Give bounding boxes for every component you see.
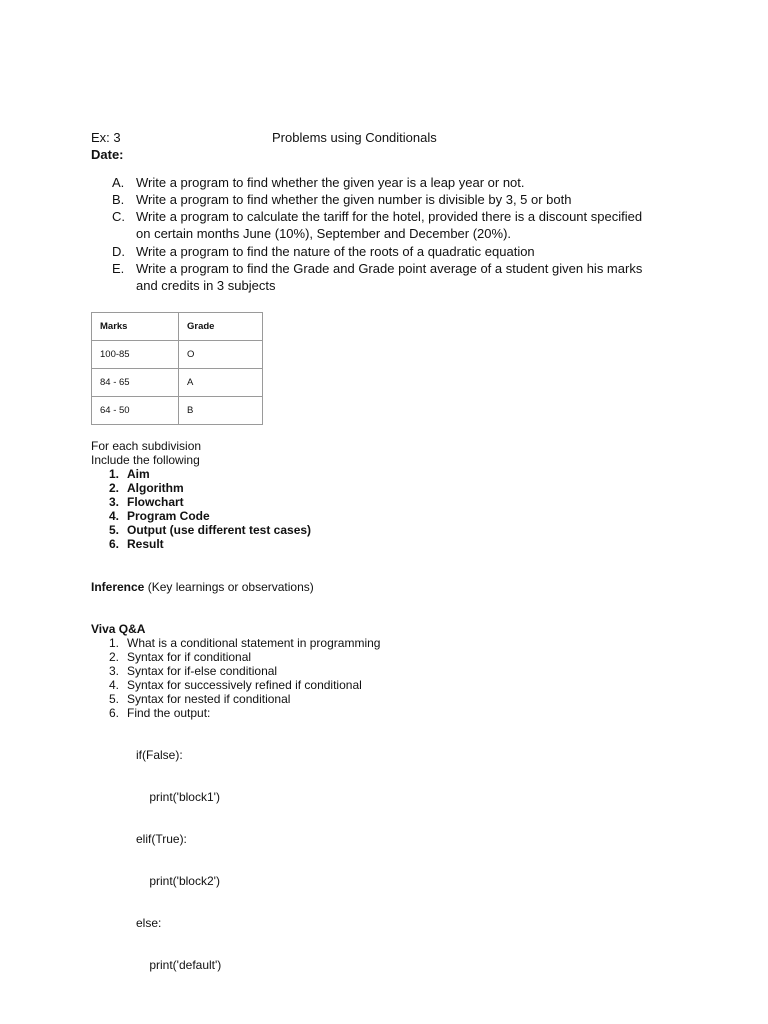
- problem-label: B.: [112, 192, 125, 207]
- list-item: 4. Program Code: [108, 509, 210, 523]
- problem-label: A.: [112, 175, 125, 190]
- list-item: 3. Syntax for if-else conditional: [108, 664, 278, 678]
- viva-heading: Viva Q&A: [91, 622, 146, 636]
- table-header-marks: Marks: [92, 313, 179, 341]
- inference-label: Inference: [91, 580, 145, 594]
- problem-b: [112, 191, 571, 208]
- marks-cell: 84 - 65: [92, 369, 179, 397]
- grade-table: [91, 312, 263, 425]
- inference-text: (Key learnings or observations): [144, 580, 314, 594]
- list-item: 4. Syntax for successively refined if conditional: [108, 678, 362, 692]
- subdivision-line-2: Include the following: [91, 453, 200, 467]
- problem-text: Write a program to find the nature of the roots of a quadratic equation: [136, 244, 535, 259]
- problem-text: Write a program to find the Grade and Grade point average of a student given his marks: [136, 261, 643, 276]
- list-item: 6. Result: [108, 537, 164, 551]
- table-row: [92, 341, 263, 369]
- problem-c: [112, 208, 642, 225]
- marks-cell: 64 - 50: [92, 397, 179, 425]
- list-item: 6. Find the output:: [108, 706, 211, 720]
- subdivision-line-1: For each subdivision: [91, 439, 202, 453]
- list-item: 1. What is a conditional statement in programming: [108, 636, 381, 650]
- table-header-grade: Grade: [179, 313, 263, 341]
- list-item: 3. Flowchart: [108, 495, 184, 509]
- table-header-row: [92, 313, 263, 341]
- problem-label: E.: [112, 261, 125, 276]
- subdivision-list: [97, 467, 311, 551]
- code-line: else:: [136, 916, 162, 930]
- grade-cell: A: [179, 369, 263, 397]
- grade-cell: O: [179, 341, 263, 369]
- marks-cell: 100-85: [92, 341, 179, 369]
- table-row: [92, 397, 263, 425]
- code-snippet: [136, 720, 221, 1000]
- viva-list: [97, 636, 380, 720]
- problem-label: D.: [112, 244, 125, 259]
- code-line: print('block2'): [136, 874, 220, 888]
- problem-d: [112, 243, 535, 260]
- inference-line: [91, 580, 314, 594]
- list-item: 2. Algorithm: [108, 481, 184, 495]
- problem-e: [112, 260, 642, 277]
- problem-text: Write a program to find whether the given number is divisible by 3, 5 or both: [136, 192, 572, 207]
- problem-c-continued: on certain months June (10%), September and December (20%).: [136, 226, 512, 241]
- exercise-number: Ex: 3: [91, 130, 121, 145]
- code-line: elif(True):: [136, 832, 187, 846]
- code-line: print('block1'): [136, 790, 220, 804]
- problem-e-continued: and credits in 3 subjects: [136, 278, 276, 293]
- list-item: 5. Output (use different test cases): [108, 523, 312, 537]
- problem-text: Write a program to find whether the given year is a leap year or not.: [136, 175, 525, 190]
- problem-a: [112, 174, 525, 191]
- problem-text: Write a program to calculate the tariff for the hotel, provided there is a discount specified: [136, 209, 643, 224]
- list-item: 1. Aim: [108, 467, 150, 481]
- table-row: [92, 369, 263, 397]
- page-title: Problems using Conditionals: [272, 130, 437, 145]
- code-line: if(False):: [136, 748, 183, 762]
- code-line: print('default'): [136, 958, 222, 972]
- list-item: 2. Syntax for if conditional: [108, 650, 252, 664]
- grade-cell: B: [179, 397, 263, 425]
- list-item: 5. Syntax for nested if conditional: [108, 692, 291, 706]
- problem-label: C.: [112, 209, 125, 224]
- date-label: Date:: [91, 147, 124, 162]
